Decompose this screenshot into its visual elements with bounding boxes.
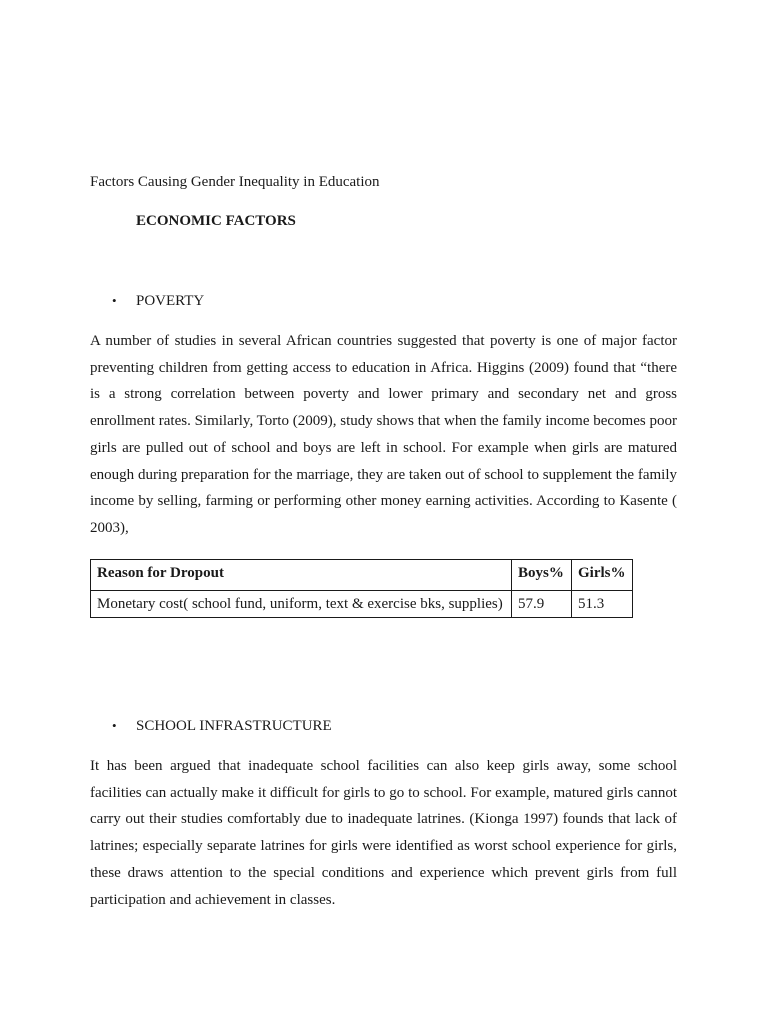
bullet-heading-school-infrastructure — [112, 716, 332, 736]
document-title: Factors Causing Gender Inequality in Education — [90, 174, 380, 190]
table-header-reason: Reason for Dropout — [91, 560, 512, 591]
bullet-icon: • — [112, 293, 117, 308]
table-row — [91, 591, 633, 618]
section-heading-economic-factors: ECONOMIC FACTORS — [136, 213, 296, 229]
table-cell-girls: 51.3 — [572, 591, 633, 618]
bullet-heading-poverty — [112, 291, 204, 311]
table-header-row — [91, 560, 633, 591]
table-header-girls: Girls% — [572, 560, 633, 591]
bullet-label-poverty: POVERTY — [136, 293, 205, 309]
paragraph-poverty: A number of studies in several African countries suggested that poverty is one of major factor preventing children from getting access to education in Africa. Higgins (2009) found that “there is a strong correlation between poverty and lower primary and secondary net and gross enrollment rates. Similarly, Torto (2009), study shows that when the family income becomes poor girls are pulled out of school and boys are left in school. For example when girls are matured enough during preparation for the marriage, they are taken out of school to supplement the family income by selling, farming or performing other money earning activities. According to Kasente ( 2003), — [90, 333, 677, 536]
table-cell-boys: 57.9 — [512, 591, 572, 618]
dropout-table — [90, 559, 633, 618]
bullet-label-school-infrastructure: SCHOOL INFRASTRUCTURE — [136, 718, 332, 734]
bullet-icon: • — [112, 718, 117, 733]
paragraph-school-infrastructure: It has been argued that inadequate school facilities can also keep girls away, some school facilities can actually make it difficult for girls to go to school. For example, matured girls cannot carry out their studies comfortably due to inadequate latrines. (Kionga 1997) founds that lack of latrines; especially separate latrines for girls were identified as worst school experience for girls, these draws attention to the special conditions and experience which prevent girls from full participation and achievement in classes. — [90, 758, 677, 908]
table-cell-reason: Monetary cost( school fund, uniform, text & exercise bks, supplies) — [91, 591, 512, 618]
table-header-boys: Boys% — [512, 560, 572, 591]
